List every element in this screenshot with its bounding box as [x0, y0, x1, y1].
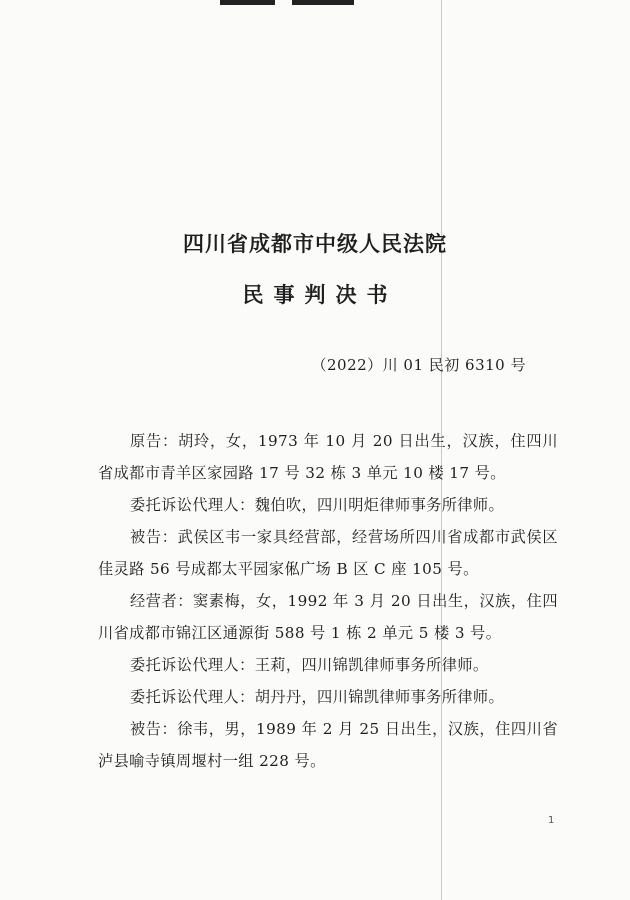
party-defendant-agent-2: 委托诉讼代理人：胡丹丹，四川锦凯律师事务所律师。: [130, 688, 505, 706]
page-number: 1: [548, 815, 555, 826]
party-plaintiff-agent: 委托诉讼代理人：魏伯吹，四川明炬律师事务所律师。: [130, 496, 505, 514]
party-operator: 经营者：窦素梅，女，1992 年 3 月 20 日出生，汉族，住四川省成都市锦江区通源街 588 号 1 栋 2 单元 5 楼 3 号。: [98, 592, 558, 642]
party-defendant-2: 被告：徐韦，男，1989 年 2 月 25 日出生，汉族，住四川省泸县喻寺镇周堰村一组 228 号。: [98, 720, 558, 770]
case-number: （2022）川 01 民初 6310 号: [311, 356, 526, 374]
party-plaintiff: 原告：胡玲，女，1973 年 10 月 20 日出生，汉族，住四川省成都市青羊区家园路 17 号 32 栋 3 单元 10 楼 17 号。: [98, 432, 558, 482]
document-type: 民事判决书: [242, 282, 398, 307]
party-defendant-1: 被告：武侯区韦一家具经营部，经营场所四川省成都市武侯区佳灵路 56 号成都太平园家俬广场 B 区 C 座 105 号。: [98, 528, 558, 578]
scan-artifact-top-right: [292, 0, 354, 5]
court-name: 四川省成都市中级人民法院: [183, 231, 447, 256]
party-defendant-agent-1: 委托诉讼代理人：王莉，四川锦凯律师事务所律师。: [130, 656, 489, 674]
scan-artifact-top-left: [220, 0, 275, 5]
